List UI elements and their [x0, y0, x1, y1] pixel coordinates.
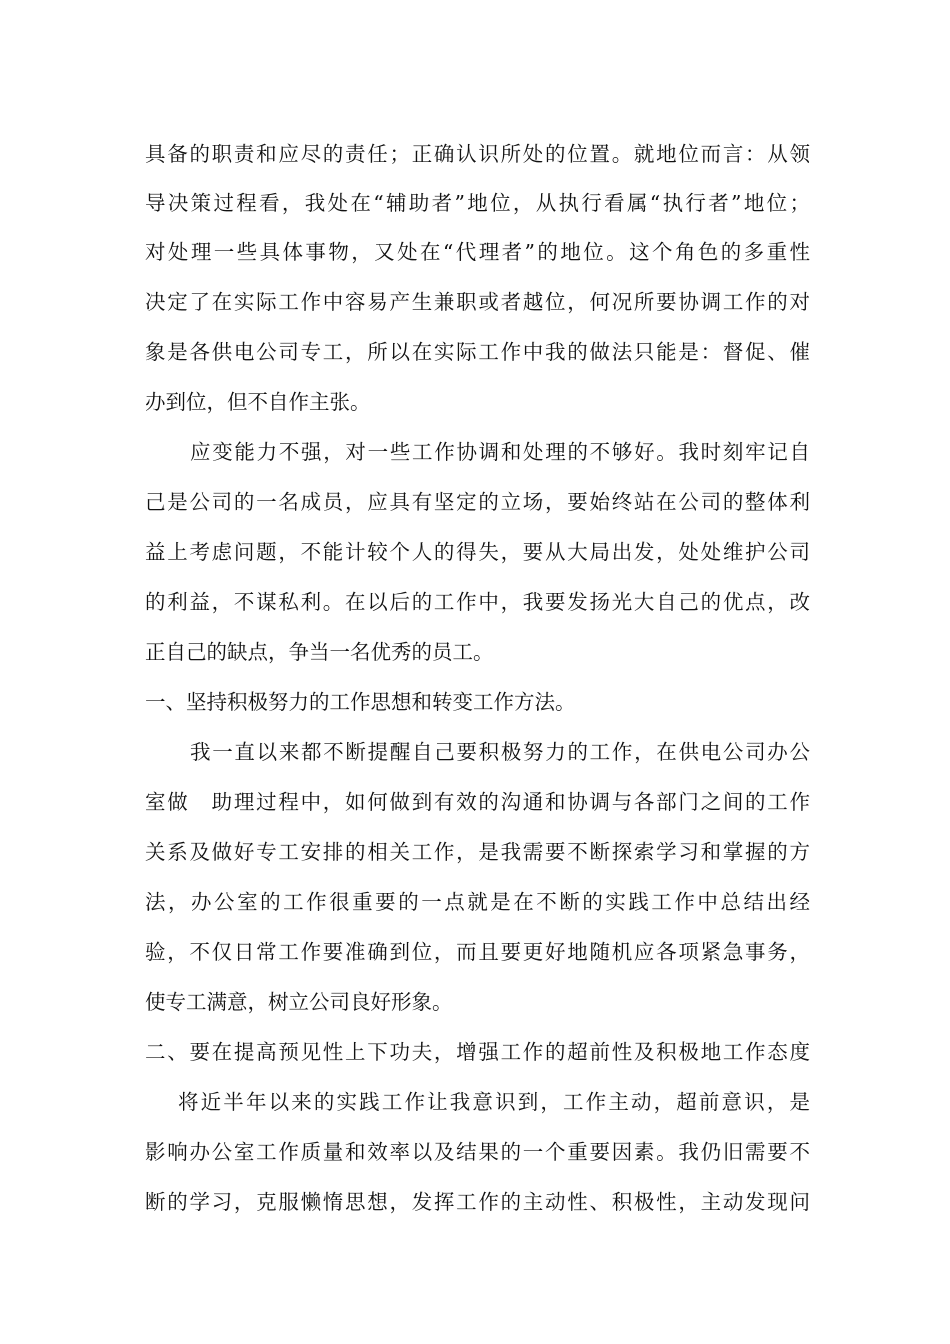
- text-line: 具备的职责和应尽的责任；正确认识所处的位置。就地位而言：从领: [145, 141, 810, 166]
- text-line: 导决策过程看，我处在“辅助者”地位，从执行看属“执行者”地位；: [145, 190, 810, 215]
- section-heading: 二、要在提高预见性上下功夫，增强工作的超前性及积极地工作态度: [145, 1039, 810, 1064]
- text-line: 象是各供电公司专工，所以在实际工作中我的做法只能是：督促、催: [145, 339, 810, 364]
- text-line: 我一直以来都不断提醒自己要积极努力的工作，在供电公司办公: [190, 739, 810, 764]
- text-line: 断的学习，克服懒惰思想，发挥工作的主动性、积极性，主动发现问: [145, 1189, 810, 1214]
- text-line: 关系及做好专工安排的相关工作，是我需要不断探索学习和掌握的方: [145, 839, 810, 864]
- text-line: 决定了在实际工作中容易产生兼职或者越位，何况所要协调工作的对: [145, 289, 810, 314]
- text-line: 己是公司的一名成员，应具有坚定的立场，要始终站在公司的整体利: [145, 489, 810, 514]
- text-line: 将近半年以来的实践工作让我意识到，工作主动，超前意识，是: [178, 1089, 810, 1114]
- section-heading: 一、坚持积极努力的工作思想和转变工作方法。: [145, 689, 576, 714]
- text-line: 益上考虑问题，不能计较个人的得失，要从大局出发，处处维护公司: [145, 539, 810, 564]
- text-line: 办到位，但不自作主张。: [145, 389, 371, 414]
- text-line: 室做 助理过程中，如何做到有效的沟通和协调与各部门之间的工作: [145, 789, 810, 814]
- text-line: 应变能力不强，对一些工作协调和处理的不够好。我时刻牢记自: [190, 439, 810, 464]
- text-line: 的利益，不谋私利。在以后的工作中，我要发扬光大自己的优点，改: [145, 589, 810, 614]
- text-line: 使专工满意，树立公司良好形象。: [145, 989, 453, 1014]
- text-line: 法，办公室的工作很重要的一点就是在不断的实践工作中总结出经: [145, 889, 810, 914]
- text-line: 正自己的缺点，争当一名优秀的员工。: [145, 639, 494, 664]
- text-line: 对处理一些具体事物，又处在“代理者”的地位。这个角色的多重性: [145, 239, 810, 264]
- text-line: 验，不仅日常工作要准确到位，而且要更好地随机应各项紧急事务，: [145, 939, 810, 964]
- text-line: 影响办公室工作质量和效率以及结果的一个重要因素。我仍旧需要不: [145, 1139, 810, 1164]
